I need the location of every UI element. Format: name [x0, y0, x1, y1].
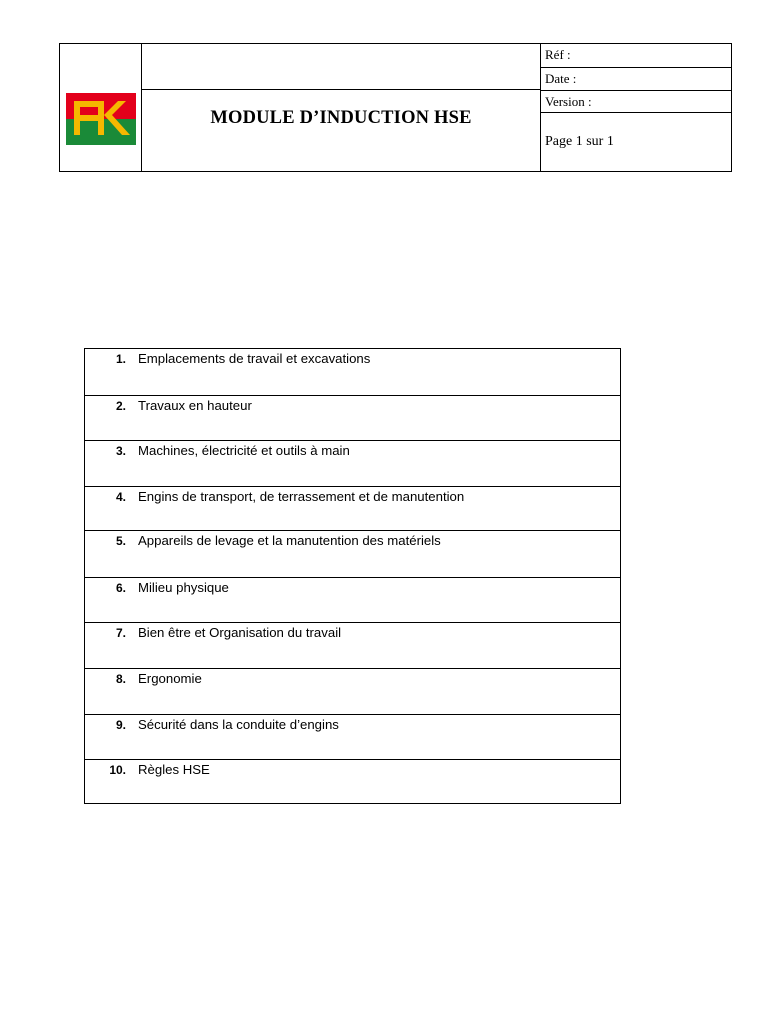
item-number: 9.: [115, 718, 126, 732]
version-field: Version :: [541, 91, 732, 113]
item-number: 10.: [109, 763, 126, 777]
item-number: 2.: [115, 399, 126, 413]
item-number: 5.: [115, 534, 126, 548]
item-label: Bien être et Organisation du travail: [138, 625, 342, 640]
item-label: Règles HSE: [138, 762, 210, 777]
item-label: Machines, électricité et outils à main: [138, 443, 350, 458]
list-item: [85, 396, 620, 441]
item-label: Emplacements de travail et excavations: [138, 351, 371, 366]
item-number: 8.: [115, 672, 126, 686]
item-number: 7.: [115, 626, 126, 640]
item-label: Milieu physique: [138, 580, 229, 595]
page-number: Page 1 sur 1: [545, 134, 614, 149]
list-item: [85, 487, 620, 531]
title-top-cell: [142, 44, 540, 90]
document-title: MODULE D’INDUCTION HSE: [210, 108, 472, 128]
item-label: Appareils de levage et la manutention des matériels: [138, 533, 441, 548]
item-label: Sécurité dans la conduite d’engins: [138, 717, 339, 732]
list-item: [85, 715, 620, 760]
item-number: 6.: [115, 581, 126, 595]
list-item: [85, 349, 620, 396]
list-item: [85, 578, 620, 623]
company-logo: [66, 93, 136, 145]
list-item: [85, 623, 620, 669]
title-cell: [142, 90, 540, 171]
list-item: [85, 760, 620, 803]
item-label: Ergonomie: [138, 671, 202, 686]
document-header: [59, 43, 732, 172]
item-label: Engins de transport, de terrassement et de manutention: [138, 489, 465, 504]
item-label: Travaux en hauteur: [138, 398, 252, 413]
metadata-column: [540, 44, 731, 171]
date-field: Date :: [541, 68, 732, 91]
list-item: [85, 531, 620, 578]
ref-field: Réf :: [541, 44, 732, 68]
module-list: [84, 348, 621, 804]
item-number: 1.: [115, 352, 126, 366]
list-item: [85, 441, 620, 487]
logo-cell: [60, 44, 142, 171]
item-number: 4.: [115, 490, 126, 504]
list-item: [85, 669, 620, 715]
item-number: 3.: [115, 444, 126, 458]
